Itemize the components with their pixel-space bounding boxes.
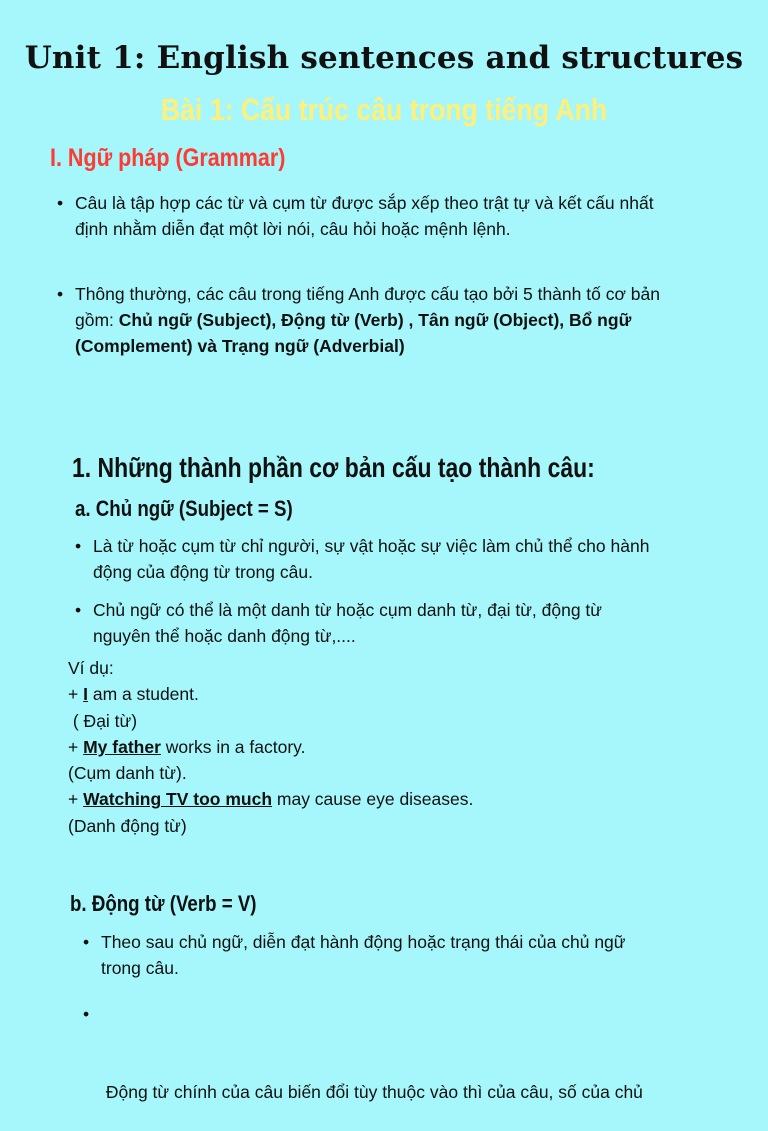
- bullet-dot: •: [75, 536, 82, 556]
- subject-bullet-2: [75, 597, 603, 649]
- examples-block: [68, 655, 473, 839]
- bullet-dot: •: [83, 1004, 90, 1024]
- bold-text: (Complement) và Trạng ngữ (Adverbial): [75, 336, 405, 356]
- bullet-line: nguyên thể hoặc danh động từ,....: [93, 626, 356, 646]
- grammar-bullet-1: [57, 190, 654, 242]
- bullet-line: Động từ chính của câu biến đổi tùy thuộc vào thì của câu, số của chủ: [101, 1082, 643, 1102]
- bold-text: Chủ ngữ (Subject), Động từ (Verb) , Tân ngữ (Object), Bổ ngữ: [118, 310, 632, 330]
- example-label: Ví dụ:: [68, 658, 114, 678]
- verb-heading: b. Động từ (Verb = V): [70, 891, 257, 916]
- example-key: I: [83, 684, 88, 705]
- bullet-line: Câu là tập hợp các từ và cụm từ được sắp xếp theo trật tự và kết cấu nhất: [75, 193, 654, 213]
- part1-heading: 1. Những thành phần cơ bản cấu tạo thành câu:: [72, 452, 595, 483]
- document-title: Unit 1: English sentences and structures: [24, 40, 744, 76]
- example-line: + I am a student.: [68, 684, 199, 705]
- bullet-line: Chủ ngữ có thể là một danh từ hoặc cụm danh từ, đại từ, động từ: [93, 600, 603, 620]
- bullet-dot: •: [83, 932, 90, 952]
- document-subtitle: Bài 1: Cấu trúc câu trong tiếng Anh: [160, 92, 608, 127]
- bullet-line: trong câu.: [101, 958, 179, 978]
- verb-bullet-1: [83, 929, 626, 981]
- bullet-line: Là từ hoặc cụm từ chỉ người, sự vật hoặc sự việc làm chủ thể cho hành: [93, 536, 650, 556]
- subject-heading: a. Chủ ngữ (Subject = S): [75, 496, 293, 521]
- bullet-dot: •: [57, 193, 64, 213]
- section-heading-grammar: I. Ngữ pháp (Grammar): [50, 144, 286, 172]
- grammar-bullet-2: [57, 281, 660, 359]
- subject-bullet-1: [75, 533, 650, 585]
- example-line: + My father works in a factory.: [68, 736, 306, 757]
- example-note: ( Đại từ): [68, 710, 138, 731]
- example-key: Watching TV too much: [83, 789, 273, 810]
- example-line: + Watching TV too much may cause eye diseases.: [68, 789, 474, 810]
- bullet-line: gồm: Chủ ngữ (Subject), Động từ (Verb) , Tân ngữ (Object), Bổ ngữ: [75, 310, 632, 330]
- bullet-dot: •: [57, 284, 64, 304]
- bullet-line: Thông thường, các câu trong tiếng Anh được cấu tạo bởi 5 thành tố cơ bản: [75, 284, 660, 304]
- bullet-line: động của động từ trong câu.: [93, 562, 313, 582]
- bullet-line: Theo sau chủ ngữ, diễn đạt hành động hoặc trạng thái của chủ ngữ: [101, 932, 626, 952]
- example-note: (Cụm danh từ).: [68, 763, 187, 784]
- bullet-line: [75, 333, 660, 359]
- verb-bullet-2: [83, 1001, 643, 1131]
- example-note: (Danh động từ): [68, 815, 187, 836]
- bullet-dot: •: [75, 600, 82, 620]
- bullet-line: định nhằm diễn đạt một lời nói, câu hỏi hoặc mệnh lệnh.: [75, 219, 511, 239]
- example-key: My father: [83, 736, 161, 757]
